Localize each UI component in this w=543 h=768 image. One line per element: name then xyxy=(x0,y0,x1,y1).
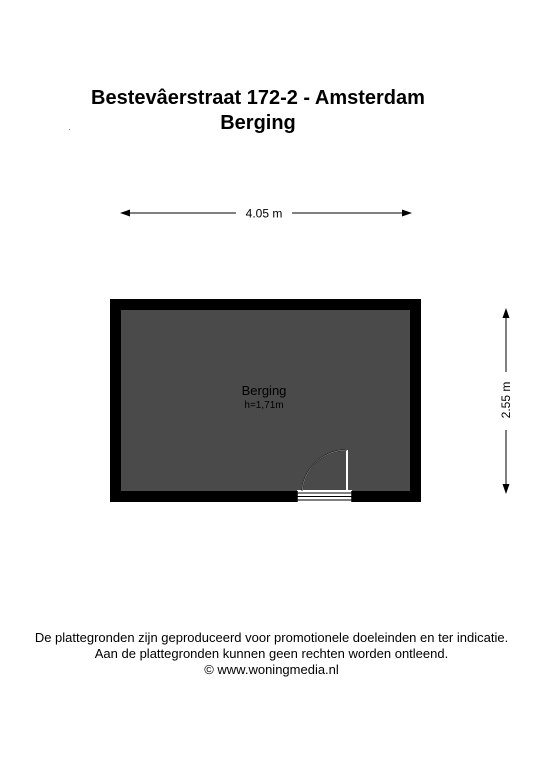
address-title: Bestevâerstraat 172-2 - Amsterdam xyxy=(91,87,425,109)
copyright-line: © www.woningmedia.nl xyxy=(204,662,339,677)
disclaimer-line-1: De plattegronden zijn geproduceerd voor promotionele doeleinden en ter indicatie. xyxy=(34,630,509,645)
floor-title: Berging xyxy=(220,112,296,134)
width-label: 4.05 m xyxy=(245,206,283,221)
arrow-right-icon xyxy=(402,210,412,217)
disclaimer xyxy=(0,630,543,678)
depth-label: 2.55 m xyxy=(499,381,513,419)
room-berging xyxy=(110,299,421,503)
arrow-up-icon xyxy=(503,308,510,318)
arrow-down-icon xyxy=(503,484,510,494)
room-height: h=1,71m xyxy=(244,400,284,411)
disclaimer-line-2: Aan de plattegronden kunnen geen rechten worden ontleend. xyxy=(94,646,449,661)
width-dimension xyxy=(120,207,412,221)
room-name: Berging xyxy=(241,383,287,398)
depth-dimension xyxy=(499,308,513,494)
arrow-left-icon xyxy=(120,210,130,217)
stray-dot xyxy=(69,129,70,130)
